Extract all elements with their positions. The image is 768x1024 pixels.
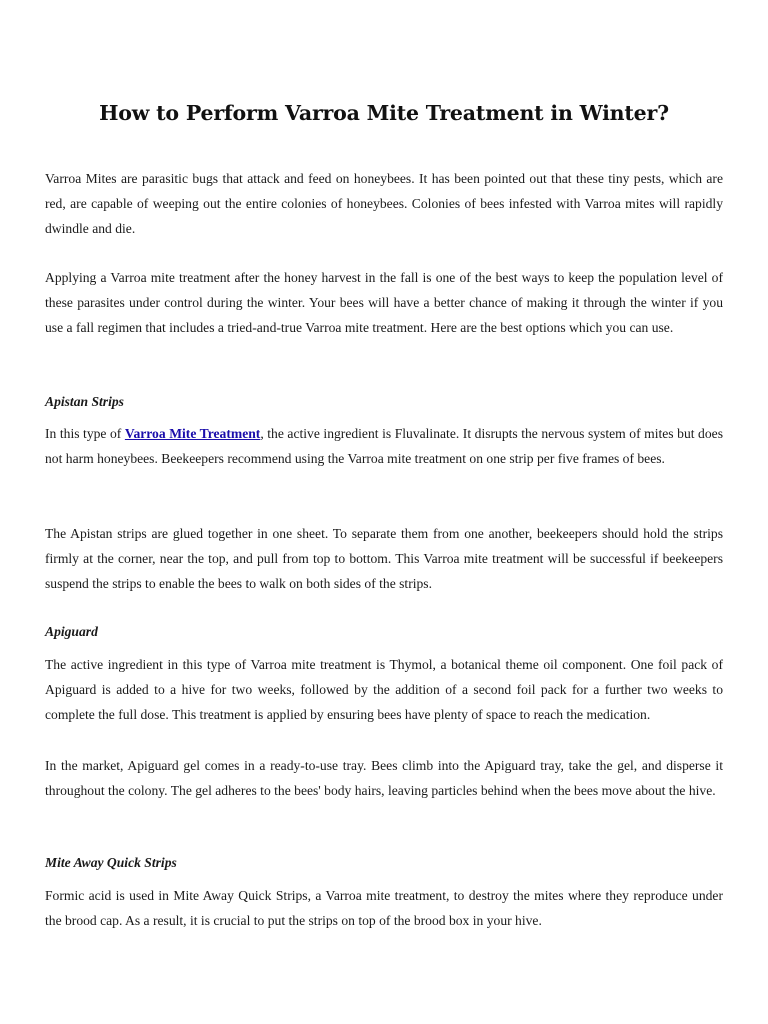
apiguard-paragraph-2: In the market, Apiguard gel comes in a ready-to-use tray. Bees climb into the Apiguard tray, take the gel, and disperse it throughout the colony. The gel adheres to the bees' body hairs, leaving particles behind when the bees move about the hive. xyxy=(45,758,723,798)
mite-away-paragraph-1: Formic acid is used in Mite Away Quick Strips, a Varroa mite treatment, to destroy the mites where they reproduce under the brood cap. As a result, it is crucial to put the strips on top of the brood box in your hive. xyxy=(45,888,723,928)
apiguard-paragraph-1: The active ingredient in this type of Varroa mite treatment is Thymol, a botanical theme oil component. One foil pack of Apiguard is added to a hive for two weeks, followed by the addition of a second foil pack for a further two weeks to complete the full dose. This treatment is applied by ensuring bees have plenty of space to reach the medication. xyxy=(45,657,723,722)
heading-mite-away-quick-strips: Mite Away Quick Strips xyxy=(45,855,177,870)
apistan-paragraph-2: The Apistan strips are glued together in one sheet. To separate them from one another, beekeepers should hold the strips firmly at the corner, near the top, and pull from top to bottom. This Varroa mite treatment will be successful if beekeepers suspend the strips to enable the bees to walk on both sides of the strips. xyxy=(45,526,723,591)
apistan-text-after-link: , the active ingredient is Fluvalinate. It disrupts the nervous system of mites but does not harm honeybees. Beekeepers recommend using the Varroa mite treatment on one strip per five frames of bees. xyxy=(45,426,723,466)
apistan-paragraph-1 xyxy=(45,421,723,471)
intro-paragraph-2: Applying a Varroa mite treatment after the honey harvest in the fall is one of the best ways to keep the population level of these parasites under control during the winter. Your bees will have a better chance of making it through the winter if you use a fall regimen that includes a tried-and-true Varroa mite treatment. Here are the best options which you can use. xyxy=(45,270,723,335)
varroa-mite-treatment-link[interactable]: Varroa Mite Treatment xyxy=(124,426,261,441)
apistan-text-before-link: In this type of xyxy=(45,426,125,441)
intro-paragraph-1: Varroa Mites are parasitic bugs that attack and feed on honeybees. It has been pointed out that these tiny pests, which are red, are capable of weeping out the entire colonies of honeybees. Colonies of bees infested with Varroa mites will rapidly dwindle and die. xyxy=(45,171,723,236)
document-title: How to Perform Varroa Mite Treatment in Winter? xyxy=(99,101,669,125)
heading-apistan-strips: Apistan Strips xyxy=(45,394,124,409)
heading-apiguard: Apiguard xyxy=(45,624,98,639)
